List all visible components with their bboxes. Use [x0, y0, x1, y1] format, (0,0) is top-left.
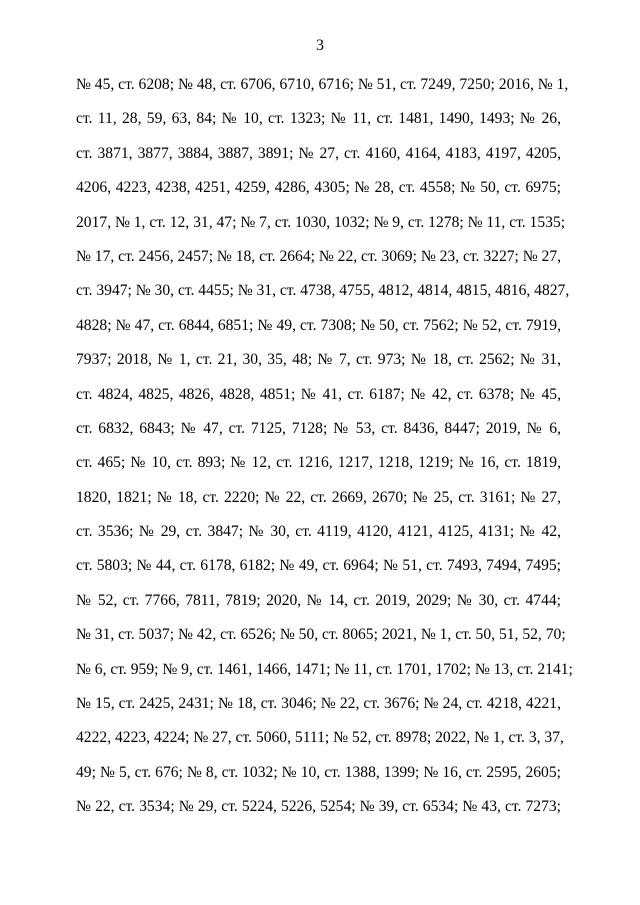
- text-line: 1820, 1821; № 18, ст. 2220; № 22, ст. 2669, 2670; № 25, ст. 3161; № 27,: [76, 488, 561, 506]
- text-line: № 15, ст. 2425, 2431; № 18, ст. 3046; № 22, ст. 3676; № 24, ст. 4218, 4221,: [76, 695, 561, 713]
- body-text: [76, 68, 573, 825]
- text-line: ст. 11, 28, 59, 63, 84; № 10, ст. 1323; № 11, ст. 1481, 1490, 1493; № 26,: [76, 110, 561, 128]
- text-line: № 45, ст. 6208; № 48, ст. 6706, 6710, 6716; № 51, ст. 7249, 7250; 2016, № 1,: [76, 76, 569, 93]
- text-line: № 22, ст. 3534; № 29, ст. 5224, 5226, 5254; № 39, ст. 6534; № 43, ст. 7273;: [76, 798, 561, 816]
- text-line: ст. 3871, 3877, 3884, 3887, 3891; № 27, ст. 4160, 4164, 4183, 4197, 4205,: [76, 144, 561, 162]
- text-line: № 52, ст. 7766, 7811, 7819; 2020, № 14, ст. 2019, 2029; № 30, ст. 4744;: [76, 591, 561, 609]
- text-line: № 31, ст. 5037; № 42, ст. 6526; № 50, ст. 8065; 2021, № 1, ст. 50, 51, 52, 70;: [76, 626, 566, 644]
- text-line: ст. 3536; № 29, ст. 3847; № 30, ст. 4119, 4120, 4121, 4125, 4131; № 42,: [76, 523, 561, 541]
- page-number: 3: [316, 37, 324, 54]
- text-line: 4828; № 47, ст. 6844, 6851; № 49, ст. 7308; № 50, ст. 7562; № 52, ст. 7919,: [76, 316, 561, 334]
- text-line: 4222, 4223, 4224; № 27, ст. 5060, 5111; № 52, ст. 8978; 2022, № 1, ст. 3, 37,: [76, 729, 564, 747]
- text-line: ст. 465; № 10, ст. 893; № 12, ст. 1216, 1217, 1218, 1219; № 16, ст. 1819,: [76, 454, 561, 472]
- text-line: 2017, № 1, ст. 12, 31, 47; № 7, ст. 1030, 1032; № 9, ст. 1278; № 11, ст. 1535;: [76, 213, 566, 231]
- text-line: 4206, 4223, 4238, 4251, 4259, 4286, 4305; № 28, ст. 4558; № 50, ст. 6975;: [76, 179, 561, 197]
- text-line: № 17, ст. 2456, 2457; № 18, ст. 2664; № 22, ст. 3069; № 23, ст. 3227; № 27,: [76, 247, 562, 265]
- text-line: ст. 3947; № 30, ст. 4455; № 31, ст. 4738, 4755, 4812, 4814, 4815, 4816, 4827,: [76, 282, 570, 300]
- text-line: 49; № 5, ст. 676; № 8, ст. 1032; № 10, ст. 1388, 1399; № 16, ст. 2595, 2605;: [76, 763, 561, 781]
- text-line: 7937; 2018, № 1, ст. 21, 30, 35, 48; № 7, ст. 973; № 18, ст. 2562; № 31,: [76, 351, 561, 369]
- text-line: ст. 5803; № 44, ст. 6178, 6182; № 49, ст. 6964; № 51, ст. 7493, 7494, 7495;: [76, 557, 561, 575]
- text-line: № 6, ст. 959; № 9, ст. 1461, 1466, 1471; № 11, ст. 1701, 1702; № 13, ст. 2141;: [76, 660, 573, 678]
- text-line: ст. 6832, 6843; № 47, ст. 7125, 7128; № 53, ст. 8436, 8447; 2019, № 6,: [76, 419, 561, 437]
- text-line: ст. 4824, 4825, 4826, 4828, 4851; № 41, ст. 6187; № 42, ст. 6378; № 45,: [76, 385, 561, 403]
